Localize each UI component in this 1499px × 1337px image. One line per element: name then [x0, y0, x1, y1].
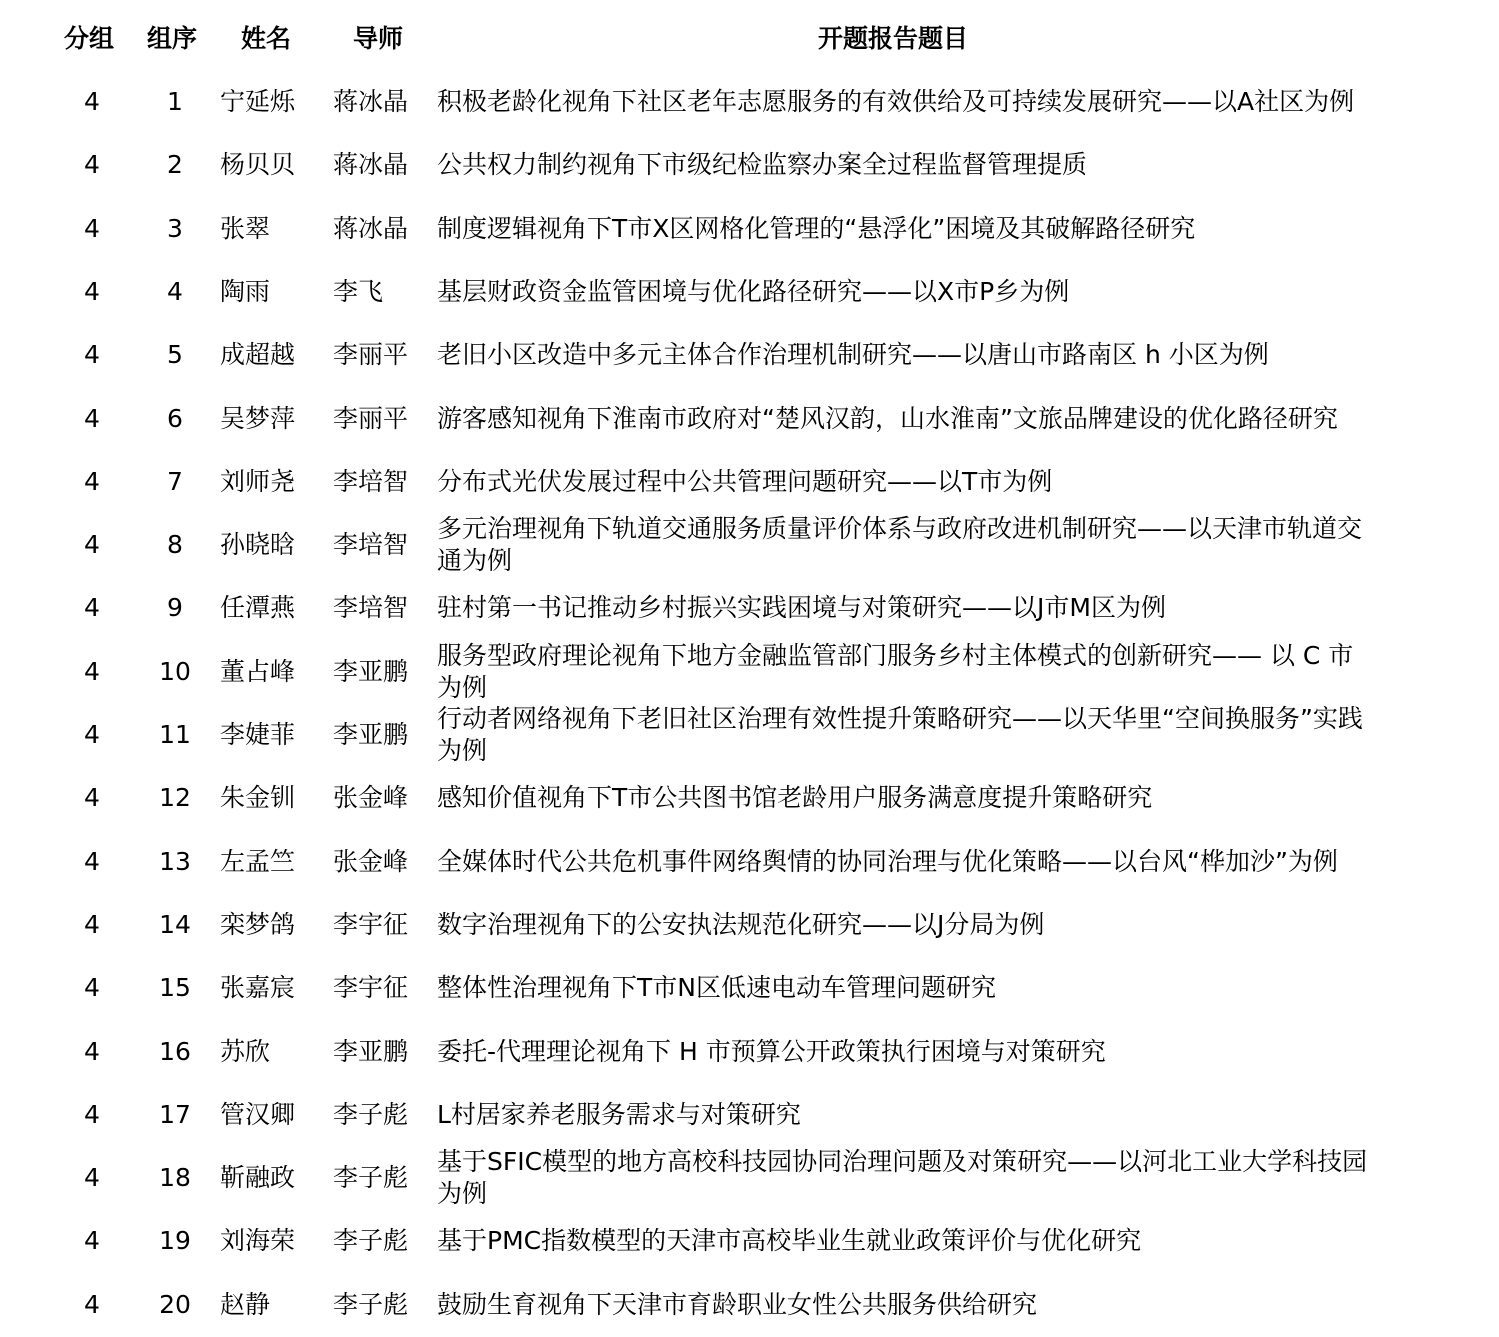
- table-row: [0, 513, 1499, 577]
- seq-cell: 9: [167, 593, 183, 623]
- name-cell: 管汉卿: [220, 1099, 296, 1129]
- title-cell: 多元治理视角下轨道交通服务质量评价体系与政府改进机制研究——以天津市轨道交通为例: [437, 514, 1363, 576]
- name-cell: 刘海荣: [220, 1226, 296, 1256]
- table-row: [0, 893, 1499, 957]
- seq-cell: 8: [167, 530, 183, 560]
- header-title: 开题报告题目: [818, 24, 969, 53]
- group-cell: 4: [84, 340, 100, 370]
- title-cell: 鼓励生育视角下天津市育龄职业女性公共服务供给研究: [437, 1289, 1038, 1319]
- table-row: [0, 450, 1499, 514]
- seq-cell: 6: [167, 403, 183, 433]
- group-cell: 4: [84, 783, 100, 813]
- mentor-cell: 李宇征: [333, 909, 409, 939]
- title-cell: 积极老龄化视角下社区老年志愿服务的有效供给及可持续发展研究——以A社区为例: [437, 87, 1355, 116]
- mentor-cell: 蒋冰晶: [333, 213, 409, 243]
- group-cell: 4: [84, 973, 100, 1003]
- group-cell: 4: [84, 213, 100, 243]
- title-cell: 服务型政府理论视角下地方金融监管部门服务乡村主体模式的创新研究—— 以 C 市为例: [437, 640, 1354, 702]
- name-cell: 陶雨: [220, 276, 271, 306]
- title-cell: 委托-代理理论视角下 H 市预算公开政策执行困境与对策研究: [437, 1036, 1106, 1066]
- seq-cell: 11: [159, 720, 191, 749]
- mentor-cell: 张金峰: [333, 783, 409, 813]
- mentor-cell: 李宇征: [333, 973, 409, 1003]
- title-cell: L村居家养老服务需求与对策研究: [437, 1099, 801, 1129]
- mentor-cell: 李子彪: [333, 1163, 409, 1193]
- table-row: [0, 830, 1499, 894]
- mentor-cell: 蒋冰晶: [333, 87, 409, 116]
- table-row: [0, 133, 1499, 197]
- header-name: 姓名: [241, 24, 292, 53]
- name-cell: 张翠: [220, 213, 271, 243]
- group-cell: 4: [84, 150, 100, 180]
- title-cell: 感知价值视角下T市公共图书馆老龄用户服务满意度提升策略研究: [437, 783, 1153, 813]
- table-row: [0, 260, 1499, 324]
- mentor-cell: 李培智: [333, 593, 409, 623]
- table-row: [0, 956, 1499, 1020]
- table-row: [0, 1273, 1499, 1337]
- name-cell: 吴梦萍: [220, 403, 296, 433]
- group-cell: 4: [84, 1036, 100, 1066]
- title-cell: 行动者网络视角下老旧社区治理有效性提升策略研究——以天华里“空间换服务”实践为例: [437, 704, 1363, 765]
- seq-cell: 20: [159, 1289, 191, 1319]
- table-row: [0, 197, 1499, 261]
- title-cell: 数字治理视角下的公安执法规范化研究——以J分局为例: [437, 909, 1045, 939]
- title-cell: 全媒体时代公共危机事件网络舆情的协同治理与优化策略——以台风“桦加沙”为例: [437, 846, 1338, 876]
- header-mentor: 导师: [353, 24, 404, 53]
- seq-cell: 2: [167, 150, 183, 180]
- table-row: [0, 70, 1499, 134]
- name-cell: 苏欣: [220, 1036, 271, 1066]
- seq-cell: 1: [167, 87, 183, 116]
- mentor-cell: 李培智: [333, 530, 409, 560]
- group-cell: 4: [84, 530, 100, 560]
- title-cell: 基于SFIC模型的地方高校科技园协同治理问题及对策研究——以河北工业大学科技园为例: [437, 1147, 1368, 1209]
- group-cell: 4: [84, 1289, 100, 1319]
- seq-cell: 5: [167, 340, 183, 370]
- seq-cell: 12: [159, 783, 191, 813]
- title-cell: 整体性治理视角下T市N区低速电动车管理问题研究: [437, 973, 996, 1003]
- mentor-cell: 蒋冰晶: [333, 150, 409, 180]
- name-cell: 任潭燕: [220, 593, 296, 623]
- seq-cell: 3: [167, 213, 183, 243]
- table-row: [0, 1020, 1499, 1084]
- mentor-cell: 李子彪: [333, 1289, 409, 1319]
- group-cell: 4: [84, 720, 100, 749]
- mentor-cell: 李亚鹏: [333, 656, 409, 686]
- name-cell: 栾梦鸽: [220, 909, 296, 939]
- group-cell: 4: [84, 276, 100, 306]
- group-cell: 4: [84, 656, 100, 686]
- mentor-cell: 李丽平: [333, 403, 409, 433]
- name-cell: 张嘉宸: [220, 973, 296, 1003]
- group-cell: 4: [84, 1099, 100, 1129]
- title-cell: 公共权力制约视角下市级纪检监察办案全过程监督管理提质: [437, 150, 1088, 180]
- header-seq: 组序: [147, 24, 198, 53]
- table-row: [0, 323, 1499, 387]
- table-row: [0, 1209, 1499, 1273]
- mentor-cell: 张金峰: [333, 846, 409, 876]
- name-cell: 朱金钏: [220, 783, 296, 813]
- name-cell: 左孟竺: [220, 846, 296, 876]
- mentor-cell: 李飞: [333, 276, 384, 306]
- table-row: [0, 1146, 1499, 1210]
- group-cell: 4: [84, 466, 100, 496]
- seq-cell: 13: [159, 846, 191, 876]
- name-cell: 成超越: [220, 340, 296, 370]
- group-cell: 4: [84, 87, 100, 116]
- title-cell: 分布式光伏发展过程中公共管理问题研究——以T市为例: [437, 466, 1053, 496]
- name-cell: 杨贝贝: [220, 150, 296, 180]
- seq-cell: 19: [159, 1226, 191, 1256]
- seq-cell: 10: [159, 656, 191, 686]
- name-cell: 赵静: [220, 1289, 271, 1319]
- title-cell: 基层财政资金监管困境与优化路径研究——以X市P乡为例: [437, 276, 1070, 306]
- name-cell: 孙晓晗: [220, 530, 296, 560]
- seq-cell: 18: [159, 1163, 191, 1193]
- table-row: [0, 1083, 1499, 1147]
- table-row: [0, 766, 1499, 830]
- name-cell: 宁延烁: [220, 87, 296, 116]
- title-cell: 基于PMC指数模型的天津市高校毕业生就业政策评价与优化研究: [437, 1226, 1142, 1256]
- name-cell: 刘师尧: [220, 466, 296, 496]
- table-row: [0, 640, 1499, 704]
- name-cell: 李婕菲: [220, 720, 296, 749]
- group-cell: 4: [84, 593, 100, 623]
- title-cell: 游客感知视角下淮南市政府对“楚风汉韵，山水淮南”文旅品牌建设的优化路径研究: [437, 403, 1338, 433]
- group-cell: 4: [84, 1226, 100, 1256]
- table-row: [0, 387, 1499, 451]
- name-cell: 靳融政: [220, 1163, 296, 1193]
- seq-cell: 16: [159, 1036, 191, 1066]
- mentor-cell: 李子彪: [333, 1099, 409, 1129]
- header-group: 分组: [64, 24, 115, 53]
- seq-cell: 17: [159, 1099, 191, 1129]
- table-row: [0, 703, 1499, 767]
- group-cell: 4: [84, 909, 100, 939]
- mentor-cell: 李子彪: [333, 1226, 409, 1256]
- group-cell: 4: [84, 1163, 100, 1193]
- seq-cell: 4: [167, 276, 183, 306]
- group-cell: 4: [84, 846, 100, 876]
- mentor-cell: 李亚鹏: [333, 720, 409, 749]
- title-cell: 老旧小区改造中多元主体合作治理机制研究——以唐山市路南区 h 小区为例: [437, 340, 1269, 370]
- title-cell: 制度逻辑视角下T市X区网格化管理的“悬浮化”困境及其破解路径研究: [437, 213, 1196, 243]
- mentor-cell: 李培智: [333, 466, 409, 496]
- title-cell: 驻村第一书记推动乡村振兴实践困境与对策研究——以J市M区为例: [437, 593, 1166, 623]
- group-cell: 4: [84, 403, 100, 433]
- mentor-cell: 李丽平: [333, 340, 409, 370]
- seq-cell: 7: [167, 466, 183, 496]
- seq-cell: 15: [159, 973, 191, 1003]
- name-cell: 董占峰: [220, 656, 296, 686]
- mentor-cell: 李亚鹏: [333, 1036, 409, 1066]
- table-row: [0, 576, 1499, 640]
- seq-cell: 14: [159, 909, 191, 939]
